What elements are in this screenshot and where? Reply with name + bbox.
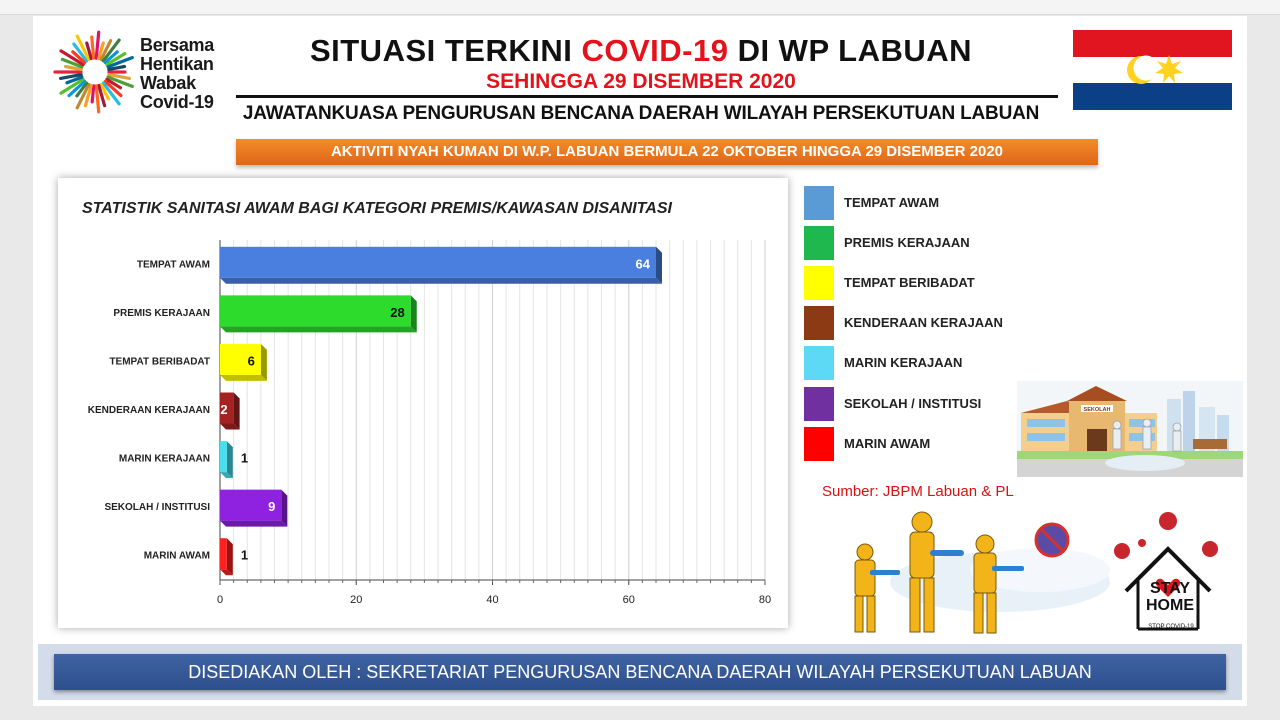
legend-item [801,344,1019,384]
stay-line: STAY [1149,580,1190,597]
bar-bottom [220,278,662,284]
stay-home-text [1132,580,1208,614]
title-divider [236,95,1058,98]
bar-side [656,247,662,284]
chart-legend [801,184,1019,467]
legend-label: PREMIS KERAJAAN [844,235,970,250]
committee-name: JAWATANKUASA PENGURUSAN BENCANA DAERAH WILAYAH PERSEKUTUAN LABUAN [242,103,1040,124]
bar [220,295,411,326]
category-label: TEMPAT BERIBADAT [109,356,210,368]
data-label: 64 [635,256,650,272]
logo-line: Wabak [140,73,196,93]
x-tick-label: 20 [350,594,363,606]
legend-item [801,304,1019,344]
stay-home-icon [1108,505,1226,639]
logo-ray [96,32,98,58]
legend-swatch [804,346,834,380]
chart-title: STATISTIK SANITASI AWAM BAGI KATEGORI PREMIS/KAWASAN DISANITASI [82,200,672,217]
bar-side [227,441,233,478]
x-tick-label: 40 [486,594,499,606]
bar-bottom [220,375,267,381]
legend-item [801,224,1019,264]
data-label: 9 [268,499,276,515]
data-source: Sumber: JBPM Labuan & PL [822,483,1014,500]
footer [38,644,1242,700]
legend-swatch [804,186,834,220]
chart-container [58,178,788,628]
data-label: 1 [240,450,249,466]
bar-side [411,295,417,332]
category-label: PREMIS KERAJAAN [113,307,210,319]
logo-ray [92,37,94,58]
legend-swatch [804,387,834,421]
bar [220,538,227,569]
legend-swatch [804,266,834,300]
category-label: KENDERAAN KERAJAAN [87,405,210,416]
legend-swatch [804,427,834,461]
logo-line: Hentikan [140,54,214,74]
logo-line: Covid-19 [140,92,214,112]
legend-label: TEMPAT AWAM [844,195,940,210]
category-label: MARIN AWAM [143,550,210,562]
legend-swatch [804,306,834,340]
legend-label: MARIN AWAM [844,436,931,451]
legend-item [801,184,1019,224]
data-label: 28 [390,304,405,320]
page-title [236,33,1046,69]
activity-banner: AKTIVITI NYAH KUMAN DI W.P. LABUAN BERMULA 22 OKTOBER HINGGA 29 DISEMBER 2020 [236,139,1098,165]
labuan-flag-icon [1073,30,1232,110]
x-tick-label: 80 [758,594,772,606]
bar [220,441,227,472]
category-label: SEKOLAH / INSTITUSI [104,502,210,514]
bar-chart [58,178,788,628]
disinfection-workers-icon [830,500,1130,640]
data-label: 1 [240,547,249,563]
bar-side [234,393,240,430]
x-tick-label: 60 [622,594,635,606]
bar-side [261,344,267,381]
title-prefix: SITUASI TERKINI [309,33,582,68]
bar [220,247,656,278]
legend-label: MARIN KERAJAAN [844,355,963,370]
data-label: 2 [220,402,228,417]
school-sign-text: SEKOLAH [1083,407,1111,413]
legend-label: TEMPAT BERIBADAT [844,275,975,290]
bar-side [281,490,287,527]
title-suffix: DI WP LABUAN [728,33,973,68]
logo-line: Bersama [140,35,214,55]
date-subtitle: SEHINGGA 29 DISEMBER 2020 [486,70,796,93]
data-label: 6 [247,353,255,369]
home-line: HOME [1146,597,1194,614]
footer-text: DISEDIAKAN OLEH : SEKRETARIAT PENGURUSAN BENCANA DAERAH WILAYAH PERSEKUTUAN LABUAN [54,654,1226,690]
legend-item [801,385,1019,425]
title-highlight: COVID-19 [581,33,729,68]
bar-bottom [220,326,417,332]
logo-ray [92,86,94,102]
bar-side [227,538,233,575]
legend-label: SEKOLAH / INSTITUSI [844,396,982,411]
legend-item [801,425,1019,465]
stop-covid-text: STOP COVID-19 [1148,624,1194,630]
campaign-logo-text [140,36,214,112]
category-label: TEMPAT AWAM [136,259,210,271]
top-strip [0,0,1280,15]
bar-bottom [220,521,287,527]
x-tick-label: 0 [216,594,224,606]
logo-ray [96,86,98,112]
legend-swatch [804,226,834,260]
legend-label: KENDERAAN KERAJAAN [844,315,1003,330]
legend-item [801,264,1019,304]
category-label: MARIN KERAJAAN [118,453,210,465]
school-illustration-icon [1017,381,1243,477]
